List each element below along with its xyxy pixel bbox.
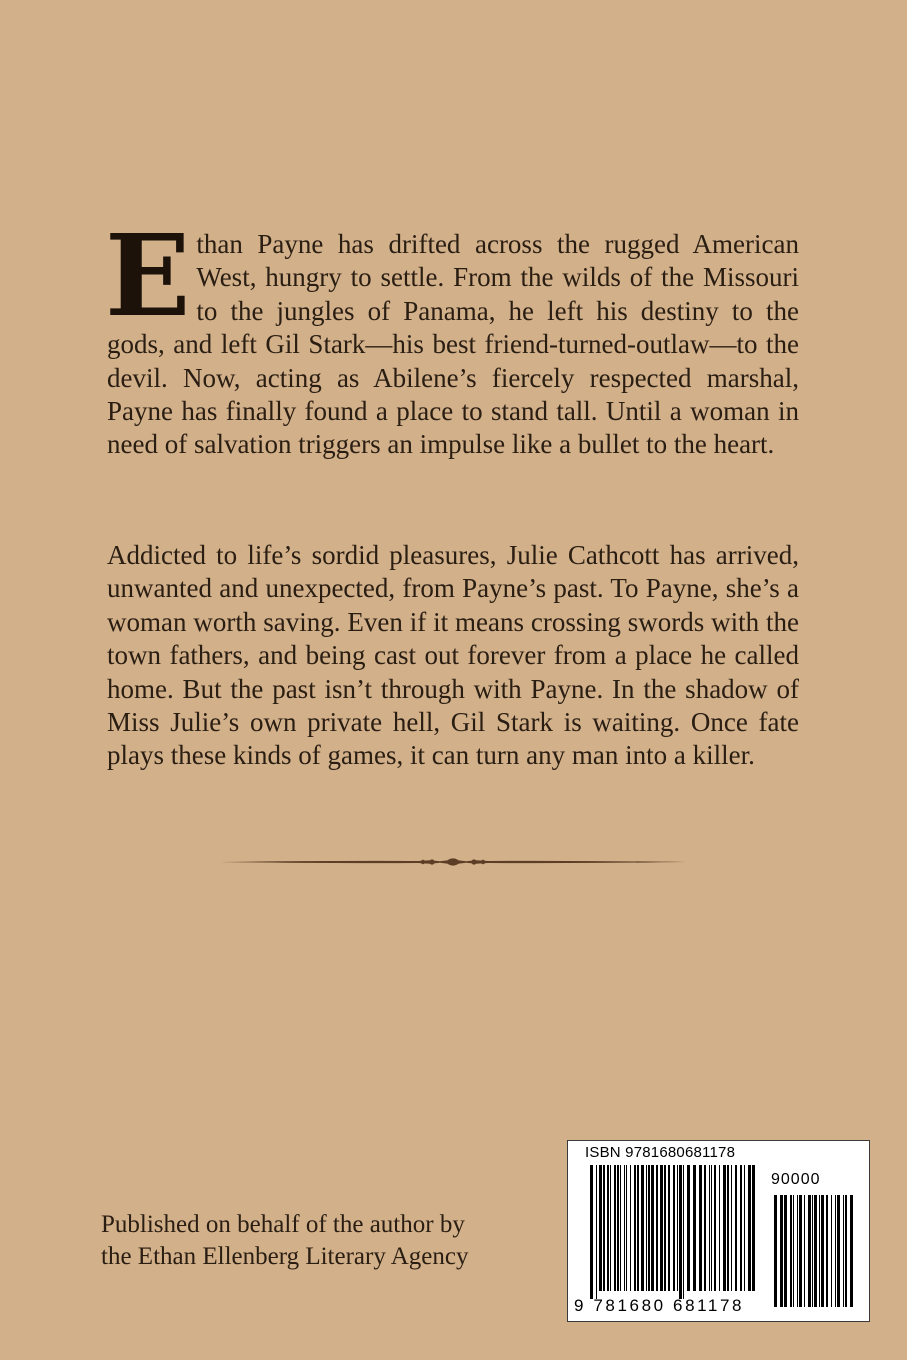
publisher-line-1: Published on behalf of the author by	[101, 1211, 465, 1238]
barcode-bar	[620, 1165, 621, 1291]
barcode-bar	[748, 1165, 751, 1291]
barcode-bar	[735, 1165, 737, 1291]
blurb-paragraph-2: Addicted to life’s sordid pleasures, Julie Cathcott has arrived, unwanted and unexpected, from Payne’s past. To Payne, she’s a woman worth saving. Even if it means crossing swords with the town fathers, and being cast out forever from a place he called home. But the past isn’t through with Payne. In the shadow of Miss Julie’s own private hell, Gil Stark is waiting. Once fate plays these kinds of games, it can turn any man into a killer.	[107, 540, 799, 771]
publisher-line-2: the Ethan Ellenberg Literary Agency	[101, 1243, 469, 1270]
barcode-bar	[626, 1165, 627, 1291]
blurb-paragraph-1-text: than Payne has drifted across the rugged American West, hungry to settle. From the wilds of the Missouri to the jungles of Panama, he left his destiny to the gods, and left Gil Stark—his best friend-turned-outlaw—to the devil. Now, acting as Abilene’s fiercely respected marshal, Payne has finally found a place to stand tall. Until a woman in need of salvation triggers an impulse like a bullet to the heart.	[107, 229, 799, 460]
barcode-bar	[630, 1165, 631, 1291]
barcode-bar	[709, 1165, 710, 1291]
barcode-bar	[711, 1165, 712, 1291]
barcode-bar	[804, 1195, 805, 1307]
blurb-paragraph-1	[105, 211, 799, 462]
barcode-bar	[835, 1195, 836, 1307]
barcode-bar	[744, 1165, 745, 1291]
barcode-bar	[790, 1195, 792, 1307]
barcode-bar	[837, 1195, 840, 1307]
barcode-bar	[641, 1165, 644, 1291]
barcode-bar	[714, 1165, 716, 1291]
barcode-bars	[568, 1141, 869, 1321]
barcode-bar	[774, 1195, 777, 1307]
barcode-bar	[693, 1165, 696, 1291]
barcode-bar	[683, 1165, 684, 1299]
barcode-bar	[596, 1165, 597, 1299]
barcode-bar	[808, 1195, 811, 1307]
barcode-bar	[660, 1165, 663, 1291]
barcode-bar	[668, 1165, 670, 1291]
barcode-bar	[845, 1195, 847, 1307]
barcode-bar	[784, 1195, 787, 1307]
barcode-bar	[831, 1195, 832, 1307]
barcode-bar	[723, 1165, 726, 1291]
barcode-bar	[699, 1165, 702, 1291]
drop-cap: E	[105, 211, 191, 342]
barcode-bar	[780, 1195, 783, 1307]
barcode-bar	[590, 1165, 593, 1299]
barcode-bar	[731, 1165, 732, 1291]
barcode-bar	[826, 1195, 828, 1307]
isbn-label: ISBN 9781680681178	[585, 1144, 736, 1161]
barcode-bar	[704, 1165, 706, 1291]
barcode-bar	[850, 1195, 853, 1307]
barcode-bar	[799, 1195, 802, 1307]
barcode-bar	[719, 1165, 720, 1291]
barcode-bar	[614, 1165, 616, 1291]
barcode-bar	[843, 1195, 844, 1307]
barcode-bar	[646, 1165, 647, 1291]
barcode-bar	[610, 1165, 611, 1291]
barcode-bar	[607, 1165, 609, 1291]
barcode-bar	[812, 1195, 813, 1307]
barcode-bar	[673, 1165, 675, 1291]
divider-ornament	[218, 854, 688, 870]
barcode-bar	[624, 1165, 625, 1291]
barcode-bar	[603, 1165, 605, 1291]
barcode-bar	[727, 1165, 729, 1291]
price-code: 90000	[771, 1171, 821, 1188]
barcode-bar	[752, 1165, 755, 1291]
barcode-bar	[819, 1195, 820, 1307]
barcode-bar	[599, 1165, 602, 1291]
barcode-bar	[740, 1165, 742, 1291]
barcode-bar	[679, 1165, 682, 1299]
barcode-bar	[648, 1165, 650, 1291]
barcode-bar	[637, 1165, 639, 1291]
barcode-bar	[656, 1165, 658, 1291]
barcode-bar	[617, 1165, 619, 1291]
barcode-bar	[677, 1165, 678, 1291]
barcode-bar	[634, 1165, 636, 1291]
barcode-bar	[687, 1165, 690, 1291]
isbn-barcode-box	[567, 1140, 870, 1322]
barcode-bar	[793, 1195, 794, 1307]
barcode-bar	[797, 1195, 798, 1307]
publisher-credit	[101, 1209, 468, 1273]
barcode-bar	[814, 1195, 817, 1307]
ean-digits: 9 781680 681178	[574, 1296, 745, 1315]
barcode-bar	[664, 1165, 666, 1291]
barcode-bar	[651, 1165, 654, 1291]
barcode-bar	[821, 1195, 824, 1307]
